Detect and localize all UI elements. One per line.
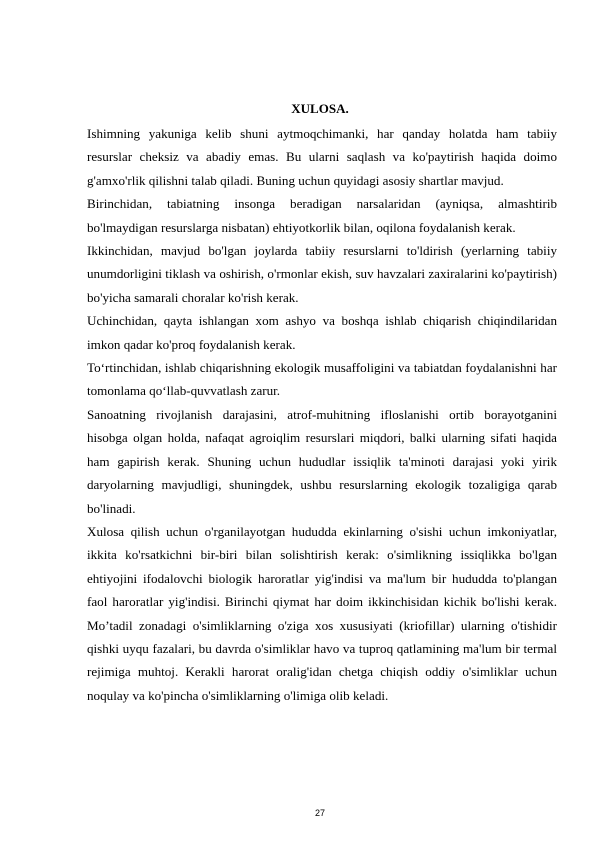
paragraph: Birinchidan, tabiatning insonga beradigan narsalaridan (ayniqsa, almashtirib bo'lmaydigan resurslarga nisbatan) ehtiyotkorlik bilan, oqilona foydalanish kerak. <box>87 196 557 235</box>
paragraph: Sanoatning rivojlanish darajasini, atrof-muhitning ifloslanishi ortib borayotganini hisobga olgan holda, nafaqat agroiqlim resurslari miqdori, balki ularning sifati haqida ham gapirish kerak. Shuning uchun hududlar issiqlik ta'minoti darajasi yoki yirik daryolarning mavjudligi, shuningdek, ushbu resurslarning ekologik tozaligiga qarab bo'linadi. <box>87 406 557 516</box>
paragraph: Xulosa qilish uchun o'rganilayotgan hududda ekinlarning o'sishi uchun imkoniyatlar, ikkita ko'rsatkichni bir-biri bilan solishtirish kerak: o'simlikning issiqlikka bo'lgan ehtiyojini ifodalovchi biologik haroratlar yig'indisi va ma'lum bir hududda to'plangan faol haroratlar yig'indisi. Birinchi qiymat har doim ikkinchisidan kichik bo'lishi kerak. Mo’tadil zonadagi o'simliklarning o'ziga xos xususiyati (kriofillar) ularning o'tishidir qishki uyqu fazalari, bu davrda o'simliklar havo va tuproq qatlamining ma'lum bir termal rejimiga muhtoj. Kerakli harorat oralig'idan chetga chiqish oddiy o'simliklar uchun noqulay va ko'pincha o'simliklarning o'limiga olib keladi. <box>87 523 557 703</box>
document-body <box>87 122 557 707</box>
paragraph: Ikkinchidan, mavjud bo'lgan joylarda tabiiy resurslarni to'ldirish (yerlarning tabiiy unumdorligini tiklash va oshirish, o'rmonlar ekish, suv havzalari zaxiralarini ko'paytirish) bo'yicha samarali choralar ko'rish kerak. <box>87 243 557 305</box>
document-title: XULOSA. <box>291 101 349 116</box>
page-number: 27 <box>314 808 325 818</box>
paragraph: Ishimning yakuniga kelib shuni aytmoqchimanki, har qanday holatda ham tabiiy resurslar cheksiz va abadiy emas. Bu ularni saqlash va ko'paytirish haqida doimo g'amxo'rlik qilishni talab qiladi. Buning uchun quyidagi asosiy shartlar mavjud. <box>87 126 557 188</box>
paragraph: Uchinchidan, qayta ishlangan xom ashyo va boshqa ishlab chiqarish chiqindilaridan imkon qadar ko'proq foydalanish kerak. <box>87 313 557 352</box>
paragraph: To‘rtinchidan, ishlab chiqarishning ekologik musaffoligini va tabiatdan foydalanishni har tomonlama qo‘llab-quvvatlash zarur. <box>87 360 557 399</box>
